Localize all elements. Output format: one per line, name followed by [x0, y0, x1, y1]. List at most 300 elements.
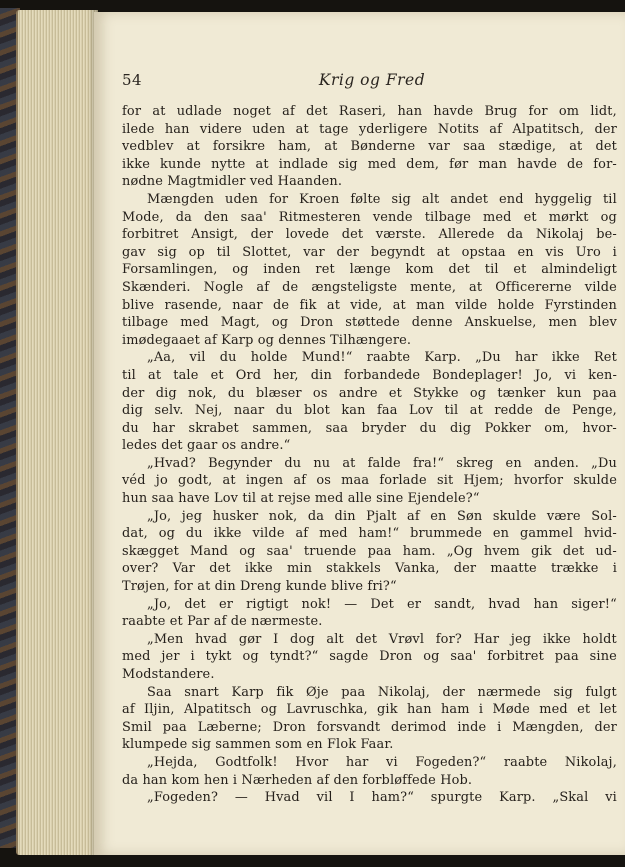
- word: nytte: [211, 156, 246, 172]
- word: Godtfolk!: [215, 754, 278, 770]
- word: han: [164, 121, 190, 137]
- word: truende: [303, 543, 357, 559]
- word: Søn: [456, 508, 483, 524]
- word: opstaa: [461, 244, 506, 260]
- word: raabte: [503, 754, 548, 770]
- word: skulde: [492, 508, 537, 524]
- word: Øje: [306, 684, 329, 700]
- word: dig: [450, 420, 472, 436]
- word: selv.: [154, 403, 184, 419]
- word: lovede: [285, 227, 330, 243]
- word: „Jo,: [147, 596, 172, 612]
- word: her,: [273, 367, 299, 383]
- word: ham,: [278, 139, 312, 155]
- word: at: [295, 121, 309, 137]
- word: ængsteligste: [311, 279, 398, 295]
- word: en: [505, 455, 522, 471]
- word: Anskuelse,: [464, 315, 537, 331]
- word: udlade: [176, 104, 222, 119]
- word: ret: [315, 262, 335, 278]
- word: nok,: [268, 508, 298, 524]
- word: det: [562, 543, 585, 559]
- word: let: [599, 702, 617, 718]
- word: skreg: [456, 455, 494, 471]
- word: tilbage: [122, 315, 169, 331]
- word: og: [600, 209, 617, 225]
- word: Karp.: [499, 790, 536, 806]
- word: nok!: [301, 596, 332, 612]
- word: din: [334, 508, 356, 524]
- text-line: ledes det gaar os andre.“: [122, 438, 291, 454]
- word: Har: [473, 631, 500, 647]
- text-line: [122, 297, 617, 315]
- word: „Jo,: [147, 508, 172, 524]
- text-line: [122, 472, 617, 490]
- word: stædige,: [498, 139, 557, 155]
- word: og: [271, 315, 289, 331]
- word: Læberne;: [197, 719, 262, 735]
- word: kunde: [160, 156, 202, 172]
- word: hvid-: [583, 526, 617, 542]
- word: „Hejda,: [147, 754, 198, 770]
- word: vil: [316, 790, 333, 806]
- word: inde: [457, 719, 487, 735]
- word: man: [478, 156, 508, 172]
- word: husker: [212, 508, 259, 524]
- word: Ord: [235, 367, 262, 383]
- word: Bønderne: [350, 139, 416, 155]
- word: —: [234, 790, 248, 806]
- word: til: [444, 403, 459, 419]
- word: Nikolaj,: [377, 684, 430, 700]
- word: tilbage: [424, 209, 471, 225]
- word: fik: [276, 684, 294, 700]
- word: han: [533, 596, 559, 612]
- word: da: [507, 227, 524, 243]
- word: maa: [341, 473, 370, 489]
- word: Nikolaj,: [564, 754, 617, 770]
- word: med: [180, 315, 209, 331]
- word: maatte: [490, 561, 537, 577]
- word: det: [341, 227, 364, 243]
- word: vilde: [584, 279, 617, 295]
- word: Begynder: [208, 455, 273, 471]
- word: Magt,: [220, 315, 260, 331]
- word: og: [260, 702, 278, 718]
- word: ken-: [588, 367, 617, 383]
- text-line: [122, 244, 617, 262]
- word: Vanka,: [394, 561, 440, 577]
- word: paa: [592, 385, 617, 401]
- word: det: [595, 139, 617, 155]
- word: kom: [405, 262, 434, 278]
- word: forlade: [379, 473, 427, 489]
- word: til: [122, 367, 136, 383]
- word: Mund!“: [301, 350, 353, 366]
- word: Officererne: [495, 279, 572, 295]
- word: de: [544, 403, 561, 419]
- word: nok,: [188, 385, 217, 401]
- word: det: [184, 596, 206, 612]
- word: at: [469, 403, 483, 419]
- word: alt: [421, 191, 440, 207]
- word: Alpatitsch: [183, 702, 252, 718]
- word: tale: [173, 367, 199, 383]
- word: at: [324, 139, 338, 155]
- word: „Hvad?: [147, 455, 196, 471]
- word: vilde: [252, 526, 285, 542]
- word: Kroen: [299, 191, 340, 207]
- word: paa: [367, 543, 392, 559]
- text-line: [122, 420, 617, 438]
- word: raabte: [366, 350, 411, 366]
- word: dog: [290, 631, 315, 647]
- word: og: [158, 526, 176, 542]
- word: Lov: [408, 403, 434, 419]
- text-line: [122, 385, 617, 403]
- word: forbandede: [344, 367, 421, 383]
- word: blev: [589, 315, 617, 331]
- text-line: raabte et Par af de nærmeste.: [122, 614, 323, 630]
- word: havde: [433, 104, 474, 119]
- text-line: klumpede sig sammen som en Flok Faar.: [122, 737, 394, 753]
- text-line: [122, 261, 617, 279]
- word: følte: [350, 191, 381, 207]
- text-line: [122, 191, 617, 209]
- word: du: [284, 455, 302, 471]
- word: vis: [545, 244, 564, 260]
- word: du: [227, 385, 245, 401]
- word: tage: [319, 121, 349, 137]
- word: Ansigt,: [191, 227, 239, 243]
- word: hyggelig: [534, 191, 593, 207]
- word: Dron: [379, 649, 413, 665]
- word: I: [349, 790, 355, 806]
- word: ham?“: [371, 790, 414, 806]
- word: Var: [172, 561, 196, 577]
- word: gav: [122, 244, 146, 260]
- text-line: [122, 684, 617, 702]
- word: at: [326, 297, 341, 313]
- word: ikke: [551, 350, 580, 366]
- page-edges: [16, 10, 98, 855]
- word: du: [122, 420, 139, 436]
- word: vende: [372, 209, 413, 225]
- word: da: [307, 508, 325, 524]
- word: der: [250, 227, 274, 243]
- word: da: [175, 209, 192, 225]
- word: Skænderi.: [122, 279, 191, 295]
- word: siger!“: [571, 596, 617, 612]
- word: dig: [122, 403, 144, 419]
- word: og: [232, 262, 249, 278]
- word: skulde: [573, 473, 617, 489]
- page-header: [122, 71, 617, 93]
- word: alt: [326, 631, 344, 647]
- word: snart: [184, 684, 219, 700]
- text-line: [122, 508, 617, 526]
- word: gik: [531, 543, 552, 559]
- word: Forsamlingen,: [122, 262, 218, 278]
- word: sit: [437, 473, 454, 489]
- word: jo: [155, 473, 168, 489]
- word: til: [216, 244, 231, 260]
- word: saa': [266, 543, 293, 559]
- word: kun: [556, 385, 582, 401]
- word: skægget: [122, 543, 179, 559]
- word: Lavruschka,: [286, 702, 368, 718]
- word: i: [612, 561, 617, 577]
- word: „Aa,: [147, 350, 176, 366]
- text-line: nødne Magtmidler ved Haanden.: [122, 174, 343, 190]
- word: de: [272, 297, 290, 313]
- text-line: [122, 138, 617, 156]
- word: op: [188, 244, 205, 260]
- word: vilde: [455, 297, 488, 313]
- word: skrabet: [188, 420, 239, 436]
- text-line: [122, 209, 617, 227]
- word: at: [436, 244, 450, 260]
- text-line: [122, 789, 617, 807]
- word: sig: [553, 684, 573, 700]
- text-line: Trøjen, for at din Dreng kunde blive fri?“: [122, 579, 397, 595]
- word: Mand: [190, 543, 229, 559]
- word: rasende,: [164, 297, 223, 313]
- text-line: Modstandere.: [122, 667, 215, 682]
- word: ham!“: [358, 526, 400, 542]
- word: du: [275, 403, 293, 419]
- word: din: [310, 367, 332, 383]
- word: Pokker: [484, 420, 531, 436]
- word: med: [539, 702, 568, 718]
- word: af: [256, 279, 270, 295]
- word: dem,: [406, 156, 440, 172]
- text-line: [122, 596, 617, 614]
- word: der: [594, 719, 617, 735]
- word: blot: [303, 403, 330, 419]
- word: fra!“: [412, 455, 445, 471]
- word: hvad: [488, 596, 521, 612]
- word: de: [567, 156, 584, 172]
- word: være: [546, 508, 581, 524]
- word: dig: [155, 385, 177, 401]
- word: fulgt: [585, 684, 617, 700]
- word: paa: [554, 649, 579, 665]
- word: af: [282, 104, 295, 119]
- word: og: [469, 385, 487, 401]
- word: med: [122, 649, 151, 665]
- word: ikke: [542, 631, 571, 647]
- word: jeg: [510, 631, 532, 647]
- word: Møde: [492, 702, 530, 718]
- word: inden: [263, 262, 301, 278]
- word: der: [453, 561, 477, 577]
- word: ikke: [244, 561, 273, 577]
- word: ud-: [595, 543, 617, 559]
- word: tænker: [497, 385, 546, 401]
- word: saa: [325, 420, 349, 436]
- word: Fyrstinden: [544, 297, 617, 313]
- word: gør: [238, 631, 262, 647]
- word: kan: [341, 403, 366, 419]
- word: sine: [589, 649, 617, 665]
- text-line: [122, 543, 617, 561]
- word: gammel: [519, 526, 573, 542]
- word: var: [303, 244, 325, 260]
- word: vedblev: [122, 139, 174, 155]
- word: Mode,: [122, 209, 164, 225]
- word: at: [186, 139, 200, 155]
- word: Det: [370, 596, 394, 612]
- text-line: [122, 455, 617, 473]
- word: saa: [463, 139, 486, 155]
- word: andre: [338, 385, 378, 401]
- word: med: [367, 156, 397, 172]
- word: I: [273, 631, 279, 647]
- word: naar: [232, 297, 263, 313]
- word: ilede: [122, 121, 155, 137]
- word: Alpatitsch,: [512, 121, 585, 137]
- word: sagde: [329, 649, 369, 665]
- text-line: [122, 754, 617, 772]
- word: Mængden,: [512, 719, 584, 735]
- word: Allerede: [438, 227, 495, 243]
- word: der: [594, 121, 617, 137]
- word: Sol-: [591, 508, 617, 524]
- word: denne: [411, 315, 453, 331]
- word: holdt: [582, 631, 617, 647]
- word: vil: [189, 350, 206, 366]
- word: saa': [450, 649, 477, 665]
- word: fik: [299, 297, 317, 313]
- word: at: [469, 279, 483, 295]
- word: af: [407, 508, 420, 524]
- word: værste.: [375, 227, 426, 243]
- word: —: [344, 596, 358, 612]
- word: holde: [250, 350, 288, 366]
- text-line: [122, 103, 617, 121]
- word: der: [442, 684, 465, 700]
- word: det: [209, 561, 231, 577]
- word: for: [122, 104, 142, 119]
- word: et: [523, 209, 537, 225]
- word: hvorfor: [513, 473, 564, 489]
- word: begyndt: [370, 244, 425, 260]
- word: ikke: [122, 156, 150, 172]
- word: en: [430, 508, 447, 524]
- word: trække: [550, 561, 599, 577]
- word: over?: [122, 561, 159, 577]
- word: dat,: [122, 526, 148, 542]
- word: forsvandt: [316, 719, 381, 735]
- word: hvad: [195, 631, 228, 647]
- word: og: [239, 543, 256, 559]
- word: andet: [450, 191, 489, 207]
- word: blive: [122, 297, 155, 313]
- word: Slottet,: [242, 244, 292, 260]
- word: for?: [435, 631, 462, 647]
- word: jeg: [181, 508, 203, 524]
- word: stakkels: [326, 561, 381, 577]
- word: Nogle: [203, 279, 244, 295]
- word: „Skal: [552, 790, 589, 806]
- word: Vrøvl: [388, 631, 425, 647]
- word: end: [499, 191, 524, 207]
- word: sig: [391, 191, 411, 207]
- text-line: [122, 367, 617, 385]
- word: min: [286, 561, 313, 577]
- word: Uro: [575, 244, 601, 260]
- word: man: [416, 297, 445, 313]
- word: har: [515, 350, 538, 366]
- word: med: [319, 526, 348, 542]
- word: spurgte: [430, 790, 483, 806]
- word: Brug: [484, 104, 518, 119]
- word: mente,: [410, 279, 457, 295]
- word: „Og: [446, 543, 473, 559]
- word: brummede: [410, 526, 482, 542]
- word: „Du: [591, 455, 617, 471]
- word: i: [478, 702, 484, 718]
- word: Hvad: [264, 790, 300, 806]
- word: Bondeplager!: [432, 367, 523, 383]
- word: en: [492, 526, 510, 542]
- word: han: [406, 702, 432, 718]
- word: Nej,: [194, 403, 223, 419]
- word: et: [577, 702, 591, 718]
- text-line: [122, 226, 617, 244]
- word: os: [316, 473, 331, 489]
- word: om: [558, 104, 580, 119]
- word: der: [336, 244, 360, 260]
- word: Dron: [300, 315, 334, 331]
- word: du: [219, 350, 237, 366]
- word: han: [397, 104, 423, 119]
- word: falde: [367, 455, 401, 471]
- word: hvor-: [582, 420, 617, 436]
- word: i: [612, 244, 617, 260]
- text-line: [122, 314, 617, 332]
- word: redde: [494, 403, 533, 419]
- word: vide,: [350, 297, 383, 313]
- word: du: [419, 420, 437, 436]
- word: for: [269, 191, 289, 207]
- word: sammen,: [252, 420, 313, 436]
- word: er: [218, 596, 234, 612]
- word: faa: [376, 403, 398, 419]
- word: at: [569, 139, 583, 155]
- word: Smil: [122, 719, 152, 735]
- word: Stykke: [413, 385, 459, 401]
- word: Hvor: [295, 754, 329, 770]
- word: holde: [497, 297, 535, 313]
- word: til: [602, 191, 617, 207]
- word: ham: [440, 702, 470, 718]
- word: til: [484, 262, 499, 278]
- word: at: [147, 367, 162, 383]
- word: paa: [341, 684, 366, 700]
- word: ingen: [245, 473, 284, 489]
- text-line: [122, 560, 617, 578]
- word: der: [122, 385, 145, 401]
- word: af: [293, 473, 307, 489]
- word: véd: [122, 473, 146, 489]
- word: be-: [596, 227, 617, 243]
- word: nærmede: [477, 684, 541, 700]
- word: videre: [199, 121, 242, 137]
- word: tykt: [205, 649, 232, 665]
- word: forbitret: [122, 227, 179, 243]
